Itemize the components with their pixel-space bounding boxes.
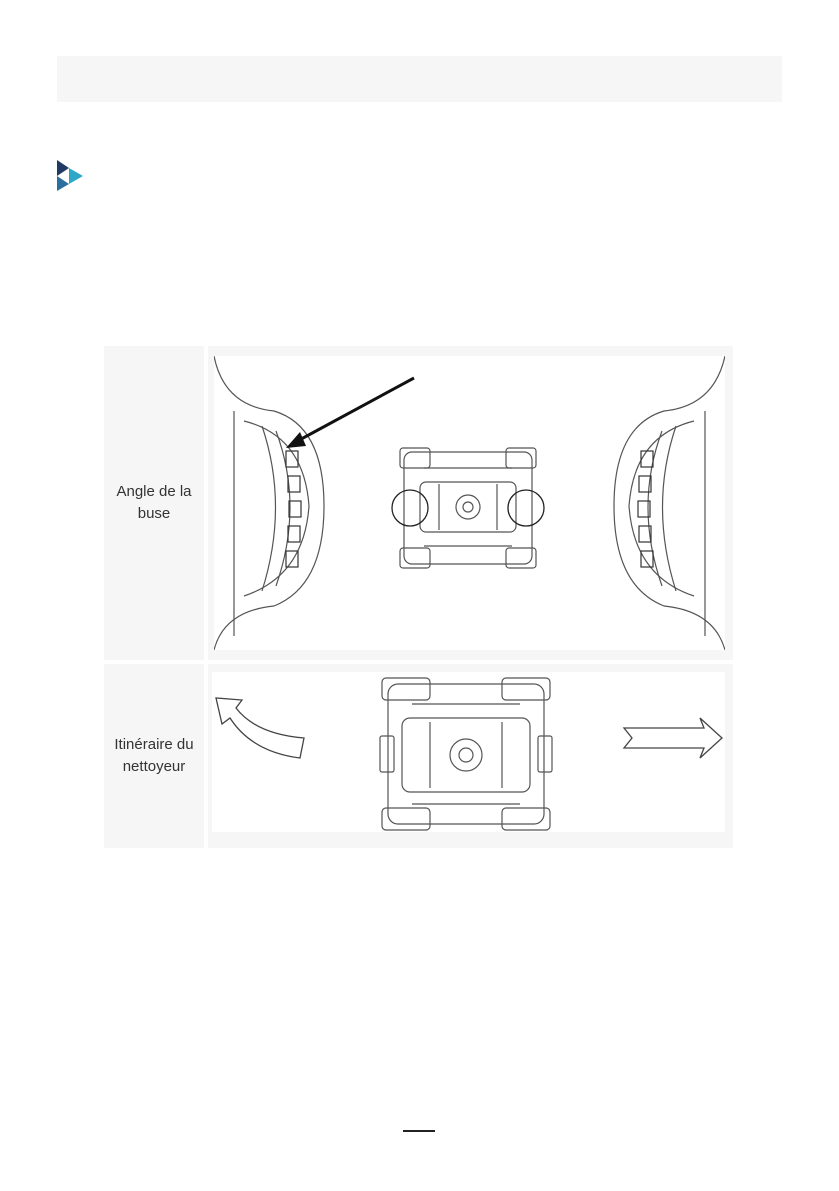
arrow-right-icon — [624, 718, 722, 758]
row-label-cell — [104, 664, 204, 848]
page-number-underline — [403, 1130, 435, 1132]
chevron-logo-icon — [55, 158, 85, 192]
nozzle-angle-illustration — [214, 356, 725, 650]
row-label-cleaner-route: Itinéraire du nettoyeur — [114, 736, 194, 775]
image-cell-cleaner-route — [208, 664, 733, 848]
image-cell-nozzle-angle — [208, 346, 733, 660]
figure-table — [104, 346, 733, 848]
row-label-nozzle-angle: Angle de la buse — [116, 483, 192, 522]
curved-arrow-left-icon — [216, 698, 304, 758]
row-label-cell — [104, 346, 204, 660]
header-bar — [57, 56, 782, 102]
cleaner-route-illustration — [212, 672, 725, 832]
